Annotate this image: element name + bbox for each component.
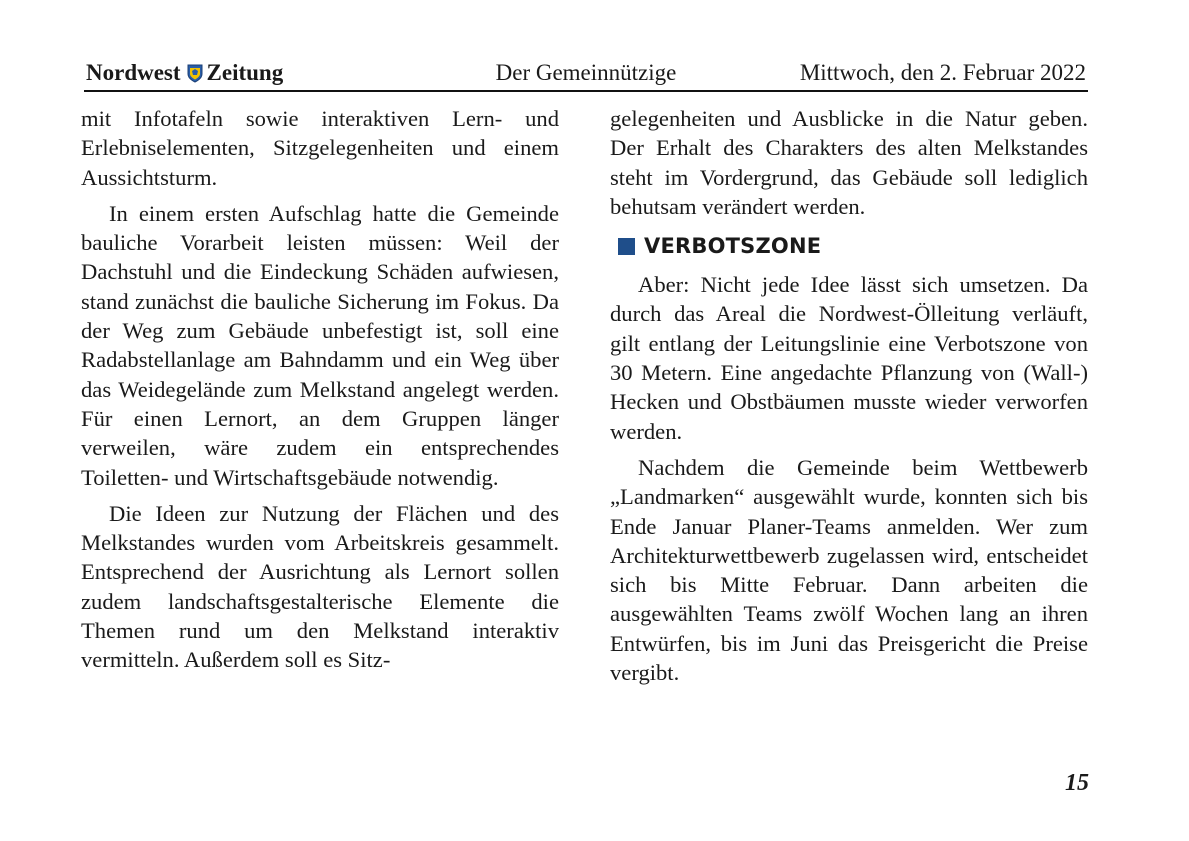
logo-text-right: Zeitung [206, 60, 284, 85]
square-bullet-icon [618, 238, 635, 255]
newspaper-logo [86, 60, 283, 86]
paragraph: mit Infotafeln sowie interaktiven Lern- und Erlebniselementen, Sitzgelegenheiten und einem Aussichtsturm. [81, 106, 559, 190]
page-header [84, 56, 1088, 92]
page-number: 15 [1065, 770, 1089, 796]
paragraph: gelegenheiten und Ausblicke in die Natur geben. Der Erhalt des Charakters des alten Melkstandes steht im Vordergrund, das Gebäude soll lediglich behutsam verändert werden. [610, 106, 1088, 219]
left-column [81, 104, 559, 675]
paragraph: Aber: Nicht jede Idee lässt sich umsetzen. Da durch das Areal die Nordwest-Ölleitung verläuft, gilt entlang der Leitungslinie eine Verbotszone von 30 Metern. Eine angedachte Pflanzung von (Wall-) Hecken und Obstbäumen musste wieder verworfen werden. [610, 272, 1088, 444]
logo-text-left: Nordwest [86, 60, 181, 85]
section-title: Der Gemeinnützige [495, 60, 677, 85]
issue-date: Mittwoch, den 2. Februar 2022 [799, 60, 1086, 85]
section-heading [618, 233, 1088, 260]
crest-icon [187, 64, 203, 83]
section-heading-text: VERBOTSZONE [644, 234, 822, 259]
paragraph: Die Ideen zur Nutzung der Flächen und des Melkstandes wurden vom Arbeitskreis gesammelt. Entsprechend der Ausrichtung als Lernort sollen zudem landschaftsgestalterische Elemente die Themen rund um den Melkstand interaktiv vermitteln. Außerdem soll es Sitz- [81, 500, 559, 673]
right-column [610, 104, 1088, 687]
paragraph: In einem ersten Aufschlag hatte die Gemeinde bauliche Vorarbeit leisten müssen: Weil der Dachstuhl und die Eindeckung Schäden aufwiesen, stand zunächst die bauliche Sicherung im Fokus. Da der Weg zum Gebäude unbefestigt ist, soll eine Radabstellanlage am Bahndamm und ein Weg über das Weidegelände zum Melkstand angelegt werden. Für einen Lernort, an dem Gruppen länger verweilen, wäre zudem ein entsprechendes Toiletten- und Wirtschaftsgebäude notwendig. [81, 200, 559, 490]
paragraph: Nachdem die Gemeinde beim Wettbewerb „Landmarken“ ausgewählt wurde, konnten sich bis Ende Januar Planer-Teams anmelden. Wer zum Architekturwettbewerb zugelassen wird, entscheidet sich bis Mitte Februar. Dann arbeiten die ausgewählten Teams zwölf Wochen lang an ihren Entwürfen, bis im Juni das Preisgericht die Preise vergibt. [610, 454, 1088, 686]
